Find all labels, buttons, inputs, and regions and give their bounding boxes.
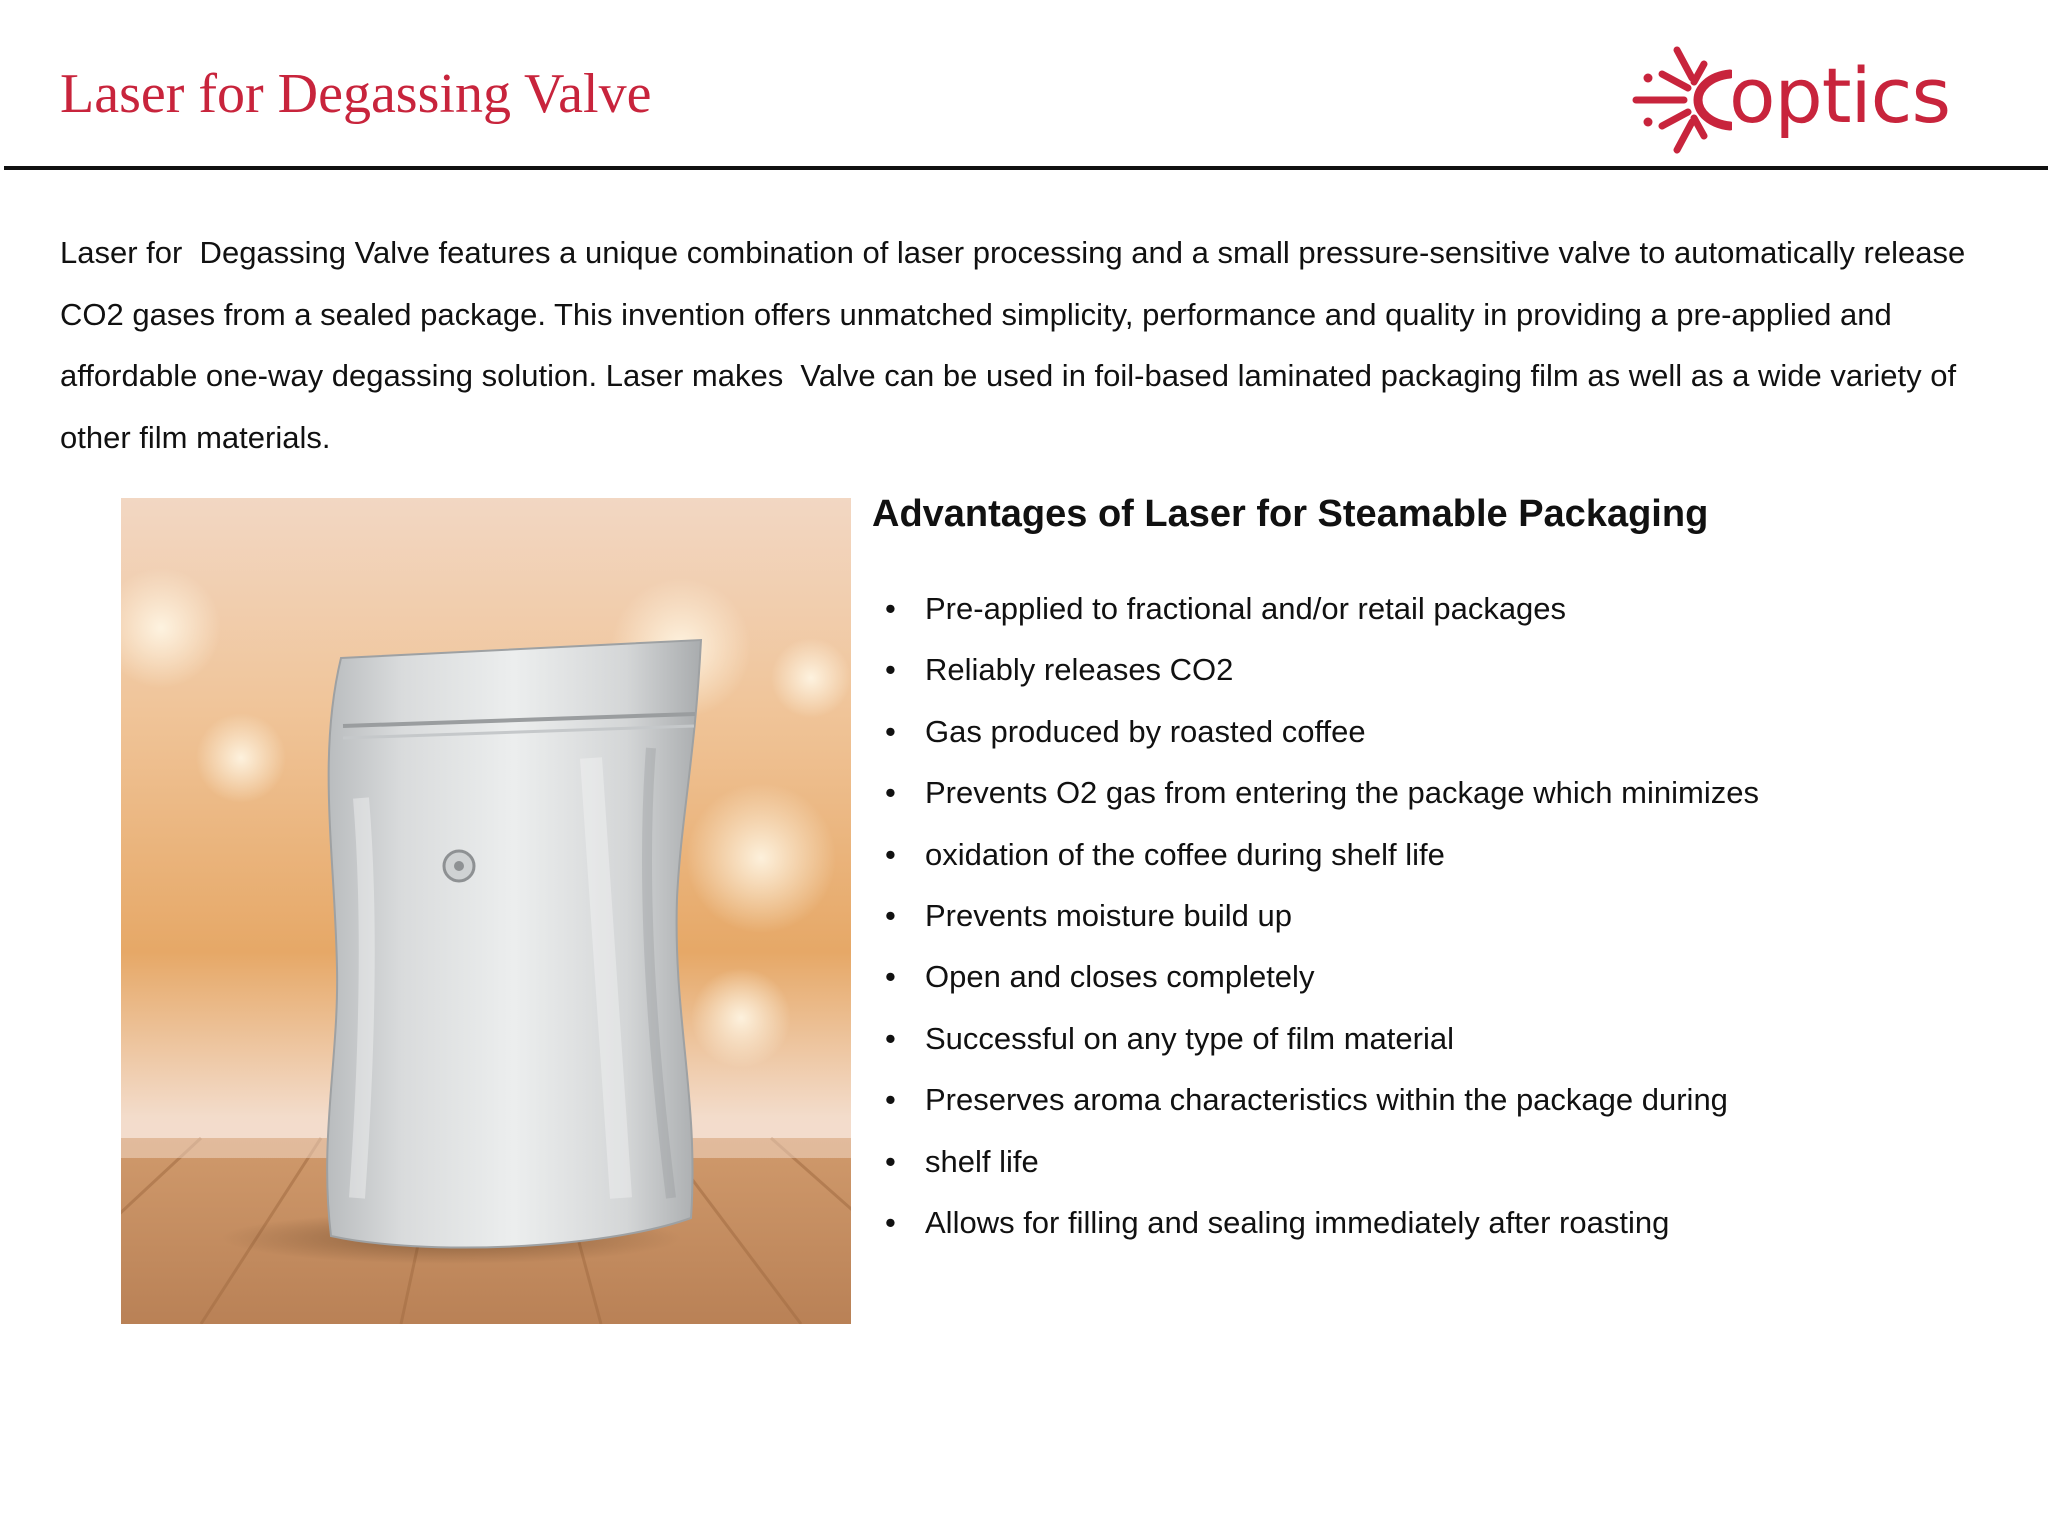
list-item xyxy=(872,946,1759,1007)
list-item xyxy=(872,762,1759,823)
list-item xyxy=(872,1192,1759,1253)
bullet-icon: • xyxy=(885,1082,896,1118)
list-item-text: Preserves aroma characteristics within the package during xyxy=(925,1082,1728,1118)
bullet-icon: • xyxy=(885,652,896,688)
laser-burst-icon xyxy=(1632,44,1732,156)
bullet-icon: • xyxy=(885,959,896,995)
list-item xyxy=(872,824,1759,885)
bullet-icon: • xyxy=(885,775,896,811)
bullet-icon: • xyxy=(885,1020,896,1056)
list-item xyxy=(872,639,1759,700)
list-item-text: Reliably releases CO2 xyxy=(925,652,1234,688)
bullet-icon: • xyxy=(885,1143,896,1179)
list-item-text: oxidation of the coffee during shelf life xyxy=(925,836,1445,872)
coffee-pouch-photo xyxy=(121,498,851,1324)
list-item-text: Successful on any type of film material xyxy=(925,1020,1454,1056)
bullet-icon: • xyxy=(885,591,896,626)
list-item-text: Open and closes completely xyxy=(925,959,1315,995)
logo-wordmark: optics xyxy=(1729,51,1951,140)
brand-logo xyxy=(1632,44,1950,156)
list-item-text: Allows for filling and sealing immediately after roasting xyxy=(925,1204,1670,1240)
intro-paragraph: Laser for Degassing Valve features a unique combination of laser processing and a small pressure-sensitive valve to automatically release CO2 gases from a sealed package. This invention offers unmatched simplicity, performance and quality in providing a pre-applied and affordable one-way degassing solution. Laser makes Valve can be used in foil-based laminated packaging film as well as a wide variety of other film materials. xyxy=(60,235,1974,455)
bullet-icon: • xyxy=(885,836,896,872)
list-item-text: Prevents moisture build up xyxy=(925,897,1293,933)
list-item-text: Pre-applied to fractional and/or retail packages xyxy=(925,591,1567,626)
advantages-heading: Advantages of Laser for Steamable Packaging xyxy=(872,493,1709,535)
list-item xyxy=(872,1008,1759,1069)
bullet-icon: • xyxy=(885,713,896,749)
list-item xyxy=(872,701,1759,762)
list-item xyxy=(872,885,1759,946)
header-divider xyxy=(4,166,2048,170)
advantages-list xyxy=(872,578,1759,1253)
page-title: Laser for Degassing Valve xyxy=(60,63,652,125)
bullet-icon: • xyxy=(885,897,896,933)
list-item xyxy=(872,1069,1759,1130)
list-item-text: shelf life xyxy=(925,1143,1039,1179)
list-item-text: Gas produced by roasted coffee xyxy=(925,713,1366,749)
list-item xyxy=(872,1131,1759,1192)
bullet-icon: • xyxy=(885,1204,896,1240)
list-item xyxy=(872,578,1759,639)
list-item-text: Prevents O2 gas from entering the package which minimizes xyxy=(925,775,1759,811)
